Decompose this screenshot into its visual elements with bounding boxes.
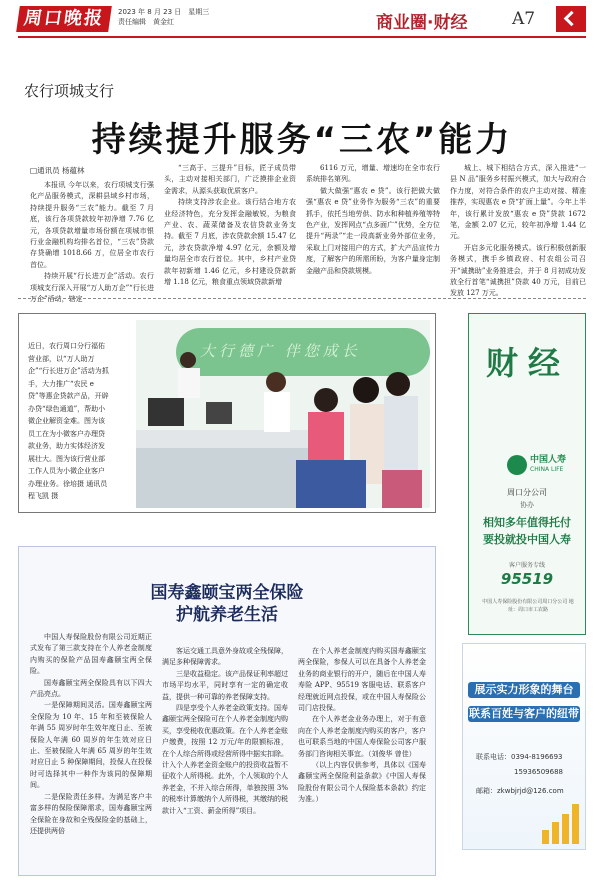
- header-rule: [18, 36, 586, 38]
- advertorial-column-3: [298, 646, 426, 868]
- china-life-name: 中国人寿: [530, 455, 567, 465]
- paragraph: 二是保险责任多样。为满足客户丰富多样的保险保障需求，国寿鑫颐宝两全保险在身故和全残保险金的基础上，还提供两倍: [30, 792, 152, 835]
- paragraph: 一是保障期间灵活。国寿鑫颐宝两全保险为 10 年、15 年和至被保险人年满 55 周岁时年生效年度日止、至被保险人年满 60 周岁的年生效对应日止、至被保险人年满 65 周岁的年生效对应日止 5 种保障期间，投保人在投保时可选择其中一种作为该同的保障期间。: [30, 701, 152, 790]
- article-headline: 持续提升服务“三农”能力: [91, 120, 513, 160]
- paragraph: 城上、城下相结合方式，深入推进“一县 N 品”服务乡村振兴模式，加大与政府合作力度，对符合条件的农户主动对接、精准推荐，实现惠农 e 贷“扩面上量”。今年上半年，该行累计发放“惠农 e 贷”贷款 1672 笔，金额 2.07 亿元，较年初净增 1.44 亿元。: [450, 164, 586, 241]
- paragraph: 四是享受个人养老金政策支持。国寿鑫颐宝两全保险可在个人养老金制度内购买，享受税收优惠政策。在个人养老金账户缴费，按照 12 万元/年的限额标准，在个人综合所得或经营所得中据实扣除。计入个人养老金资金账户的投资收益暂不征收个人所得税。此外，个人领取的个人养老金，不并入综合所得，单独按照 3%的税率计算缴纳个人所得税，其缴纳的税款计入“工资、薪金所得”项目。: [162, 704, 288, 815]
- section-title: 商业圈·财经: [376, 13, 468, 33]
- advertorial-title-line: 护航养老生活: [176, 605, 278, 625]
- paragraph: 在个人养老金制度内购买国寿鑫颐宝两全保险，参保人可以在具备个人养老金业务的商业银行的开户，随后在中国人寿寿险 APP、95519 客服电话、联系客户经理就近网点投保，或在中国人寿保险公司门店投保。: [298, 647, 426, 713]
- ad-assist: 协办: [520, 501, 534, 509]
- divider: [18, 298, 586, 299]
- newspaper-logo: 周口晚报: [16, 6, 112, 32]
- ad2-phone-1: [476, 752, 563, 762]
- china-life-logo-icon: [507, 455, 527, 475]
- finance-column-title: 财经: [485, 344, 570, 382]
- paragraph: 开启多元化服务模式。该行积极创新服务模式，携手乡镇政府、村农组公司召开“诚携助”业务推进会，并于 8 月初成功发放全行首笔“诚携担”贷款 40 万元，目前已发放 127 万元。: [450, 243, 586, 298]
- advertorial-title-line: 国寿鑫颐宝两全保险: [150, 583, 304, 603]
- issue-date: 2023 年 8 月 23 日 星期三: [118, 8, 210, 16]
- paragraph: 持续支持涉农企业。该行结合地方农业经济特色，充分发挥金融敏锐，为粮食产业、农、蔬菜储备及农信贷款业务支持。截至 7 月底，涉农贷款余额 15.47 亿元，涉农贷款净增 4.97 亿元，余额及增量均居全市农行首位。其中，乡村产业贷款年初新增 1.46 亿元，乡村建设贷款新增 1.18 亿元，粮食重点领域贷款新增: [164, 198, 296, 287]
- china-life-name-en: CHINA LIFE: [530, 466, 564, 473]
- article1-column-3: [306, 163, 440, 292]
- paragraph: 6116 万元，增量、增速均在全市农行系统排名第列。: [306, 164, 440, 184]
- ad2-headline-2: 联系百姓与客户的纽带: [469, 707, 579, 720]
- paragraph: 持续开展“行长进万企”活动。农行项城支行深入开展“万人助万企”“行长进万企”活动，辖定: [30, 272, 154, 304]
- ad-slogan-line: 相知多年值得托付: [483, 516, 571, 529]
- ad2-email: 邮箱：zkwbjrjd@126.com: [476, 787, 564, 795]
- paragraph: 客运交通工具意外身故或全残保障，满足多种保障需求。: [162, 647, 288, 667]
- advertorial-title: [18, 582, 436, 626]
- paragraph: 中国人寿保险股份有限公司近期正式发布了第三款支持在个人养老金制度内购买的保险产品国寿鑫颐宝两全保险。: [30, 633, 152, 676]
- ad2-phone-2: 15936509688: [514, 768, 563, 776]
- ad2-headline-1: 展示实力形象的舞台: [468, 682, 580, 698]
- article1-column-1: [30, 180, 154, 304]
- ad-branch: 周口分公司: [507, 488, 547, 497]
- paragraph: 三是收益稳定。该产品保证利率超过市场平均水平，同时享有一定的确定收益，提供一种可靠的养老保障支持。: [162, 669, 288, 701]
- paragraph: “三高于、三提升”目标，匠子成员带头，主动对接相关部门，广泛摸排企业资金需求，从源头获取优质客户。: [164, 164, 296, 195]
- article1-column-2: [164, 163, 296, 292]
- paragraph: 本报讯 今年以来，农行项城支行强化产品服务模式，深耕县域乡村市场，持续提升服务“三农”能力。截至 7 月底，该行各项贷款较年初净增 7.76 亿元，各项贷款增量市场份额在项城市银行业金融机构均排名首位，“三农”贷款存贷确增 1018.66 万，位居全市农行首位。: [30, 181, 154, 269]
- photo-caption: 近日，农行周口分行福佑营业部，以“万人助万企”“行长进万企”活动为抓手，大力推广“农民 e 贷”等惠企贷款产品，开辟办贷“绿色通道”，帮助小微企业解资金难。图为该员工在为小微客户办理贷款业务，助力实体经济发展壮大。图为该行营业部工作人员为小微企业客户办理业务。徐培摄 通讯员 程飞凯 摄: [28, 342, 109, 500]
- phone-label: 联系电话：: [476, 753, 511, 761]
- hotline-label: 客户服务专线: [508, 562, 545, 569]
- article-kicker: 农行项城支行: [24, 82, 115, 100]
- article-byline: □通讯员 杨蕴林: [30, 166, 85, 175]
- article1-column-4: [450, 163, 586, 298]
- paragraph: 国寿鑫颐宝两全保险具有以下四大产品亮点。: [30, 678, 152, 699]
- ad-slogan-line: 要投就投中国人寿: [483, 533, 571, 546]
- growth-bars-icon: [540, 800, 584, 844]
- advertorial-column-1: [30, 632, 152, 868]
- hotline-number: 95519: [500, 570, 554, 588]
- advertorial-column-2: [162, 646, 288, 868]
- page-number: A7: [512, 9, 536, 29]
- branch-banner-slogan: 大行德广 伴您成长: [200, 342, 361, 360]
- paragraph: 做大做强“惠农 e 贷”。该行把做大做强“惠农 e 贷”业务作为服务“三农”的重要抓手，依托当地劳供、防水和种植养殖等特色产业，发挥网点“点多面广”优势，全方位提升“两录”“走一段高新业务外部位业务，采取上门对接用户的方式，扩大产品宣传力度，了解客户的所需所盼，为客户量身定制金融产品和贷款规模。: [306, 186, 440, 275]
- page-tab-chevron-icon: [556, 6, 586, 32]
- paragraph: （以上内容仅供参考，具体以《国寿鑫颐宝两全保险利益条款》《中国人寿保险股份有限公司个人保险基本条款》约定为准。）: [298, 761, 426, 804]
- paragraph: 在个人养老金业务办理上，对于有意向在个人养老金制度内购买的客户，客户也可联系当地的中国人寿保险公司客户服务部门咨询相关事宜。（刘俊华 曾佳）: [298, 715, 426, 758]
- editor-credit: 责任编辑 黄金红: [118, 18, 174, 26]
- ad-slogan: [474, 514, 580, 548]
- ad-footer: 中国人寿保险股份有限公司周口分公司 地址：周口市工农路: [482, 599, 574, 613]
- masthead-meta: [118, 7, 209, 27]
- phone-number: 0394-8196693: [511, 753, 563, 761]
